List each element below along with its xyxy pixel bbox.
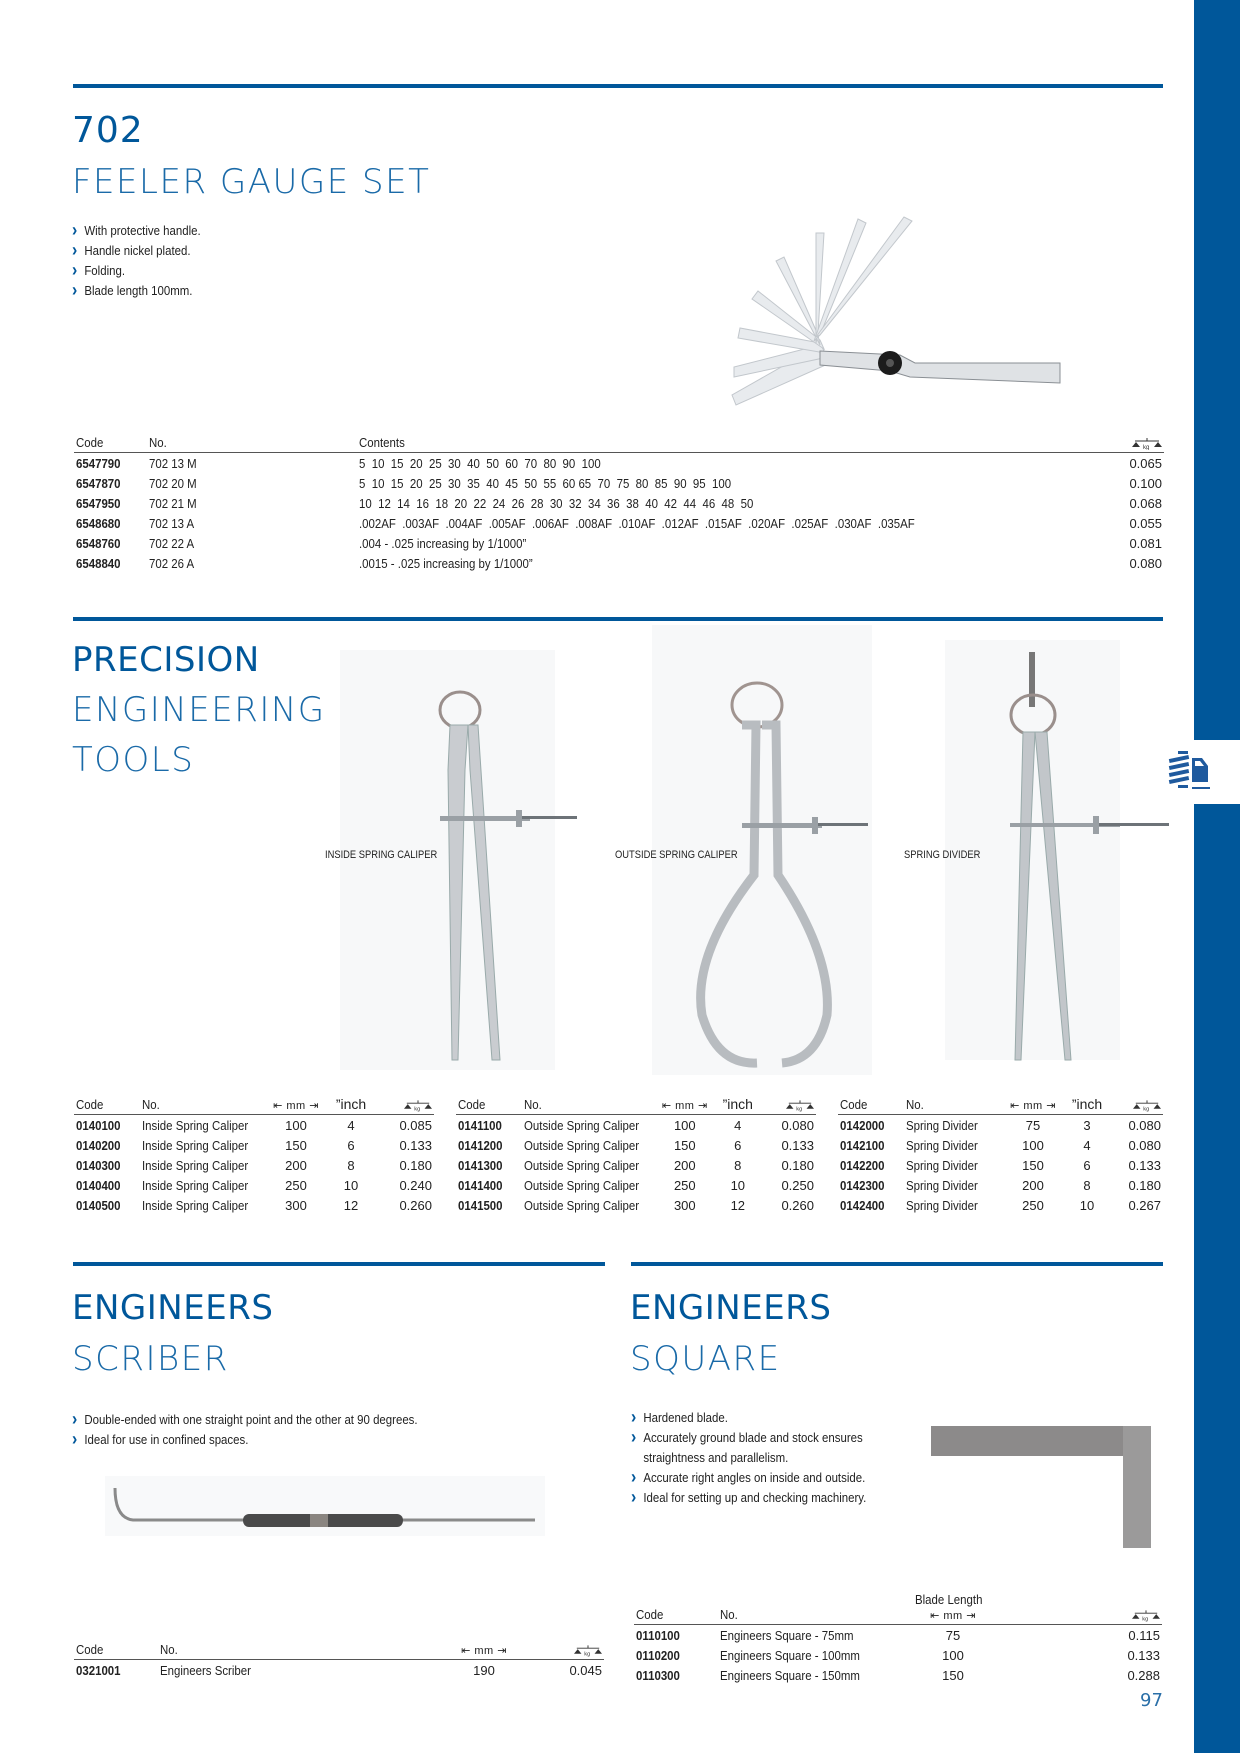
page-number: 97 xyxy=(1140,1690,1163,1711)
feature-item: › With protective handle. xyxy=(72,221,201,241)
table-row: 6548680 702 13 A .002AF .003AF .004AF .005AF .006AF .008AF .010AF .012AF .015AF .020AF .025AF .030AF .035AF 0.055 xyxy=(76,515,1162,531)
col-code: Code xyxy=(74,1635,158,1660)
weight-kg-icon xyxy=(1132,438,1162,450)
table-row: 0142400 Spring Divider 250 10 0.267 xyxy=(840,1197,1161,1213)
inside-caliper-table xyxy=(74,1090,434,1215)
col-weight xyxy=(524,1635,604,1660)
col-contents: Contents xyxy=(357,428,1084,453)
feature-item: › Handle nickel plated. xyxy=(72,241,201,261)
col-no: No. xyxy=(147,428,357,453)
table-row: 0142000 Spring Divider 75 3 0.080 xyxy=(840,1117,1161,1133)
table-row: 0140100 Inside Spring Caliper 100 4 0.085 xyxy=(76,1117,432,1133)
feature-item: › Folding. xyxy=(72,261,201,281)
section-title-bold: ENGINEERS xyxy=(72,1288,274,1328)
sidebar-band xyxy=(1194,0,1240,1753)
spring-divider-table xyxy=(838,1090,1163,1215)
table-row: 0142300 Spring Divider 200 8 0.180 xyxy=(840,1177,1161,1193)
scriber-table xyxy=(74,1635,604,1680)
col-mm: ⇤ mm ⇥ xyxy=(1004,1090,1062,1115)
weight-kg-icon xyxy=(1132,1610,1160,1622)
feature-list xyxy=(72,1410,465,1450)
table-row: 0141400 Outside Spring Caliper 250 10 0.250 xyxy=(458,1177,814,1193)
section-title-light: ENGINEERING xyxy=(72,690,326,730)
feature-item: › Double-ended with one straight point and the other at 90 degrees. xyxy=(72,1410,418,1430)
section-rule xyxy=(73,617,1163,621)
section-title-bold: PRECISION xyxy=(72,640,260,680)
engineers-scriber-image xyxy=(105,1476,545,1536)
feeler-spec-table xyxy=(74,428,1164,573)
table-row: 6548760 702 22 A .004 - .025 increasing by 1/1000” 0.081 xyxy=(76,535,1162,551)
section-title-light: SQUARE xyxy=(630,1339,781,1379)
col-code: Code xyxy=(74,1090,140,1115)
weight-kg-icon xyxy=(786,1100,814,1112)
image-caption: OUTSIDE SPRING CALIPER xyxy=(615,849,738,861)
image-caption: SPRING DIVIDER xyxy=(904,849,981,861)
feeler-gauge-image xyxy=(720,205,1080,420)
outside-caliper-table xyxy=(456,1090,816,1215)
col-weight xyxy=(1018,1592,1162,1625)
svg-text:kg: kg xyxy=(1143,1106,1150,1112)
section-title-light: TOOLS xyxy=(72,740,195,780)
table-row: 0140300 Inside Spring Caliper 200 8 0.180 xyxy=(76,1157,432,1173)
table-row: 0140400 Inside Spring Caliper 250 10 0.240 xyxy=(76,1177,432,1193)
feature-item: › Accurately ground blade and stock ensures straightness and parallelism. xyxy=(631,1428,881,1468)
col-blade-length: Blade Length ⇤ mm ⇥ xyxy=(888,1592,1018,1625)
col-inch: ”inch xyxy=(326,1090,376,1115)
col-weight xyxy=(763,1090,816,1115)
weight-kg-icon xyxy=(1133,1100,1161,1112)
col-weight xyxy=(1112,1090,1163,1115)
image-caption: INSIDE SPRING CALIPER xyxy=(325,849,438,861)
table-row: 0141500 Outside Spring Caliper 300 12 0.260 xyxy=(458,1197,814,1213)
col-inch: ”inch xyxy=(1062,1090,1112,1115)
svg-text:kg: kg xyxy=(1143,445,1150,450)
weight-kg-icon xyxy=(404,1100,432,1112)
table-row: 0110300 Engineers Square - 150mm 150 0.288 xyxy=(636,1667,1160,1683)
feature-item: › Ideal for setting up and checking machinery. xyxy=(631,1488,869,1508)
svg-text:kg: kg xyxy=(584,1651,591,1657)
section-rule xyxy=(631,1262,1163,1266)
table-row: 6548840 702 26 A .0015 - .025 increasing by 1/1000” 0.080 xyxy=(76,555,1162,571)
feature-list xyxy=(631,1408,901,1508)
col-code: Code xyxy=(634,1592,718,1625)
section-rule xyxy=(73,1262,605,1266)
table-row: 0110200 Engineers Square - 100mm 100 0.133 xyxy=(636,1647,1160,1663)
table-row: 0141100 Outside Spring Caliper 100 4 0.080 xyxy=(458,1117,814,1133)
product-title: FEELER GAUGE SET xyxy=(72,162,431,202)
col-no: No. xyxy=(718,1592,888,1625)
table-row: 0142100 Spring Divider 100 4 0.080 xyxy=(840,1137,1161,1153)
feature-item: › Blade length 100mm. xyxy=(72,281,201,301)
table-row: 0141300 Outside Spring Caliper 200 8 0.180 xyxy=(458,1157,814,1173)
section-title-light: SCRIBER xyxy=(72,1339,229,1379)
weight-kg-icon xyxy=(574,1645,602,1657)
svg-text:kg: kg xyxy=(414,1106,421,1112)
col-no: No. xyxy=(522,1090,657,1115)
product-number: 702 xyxy=(72,110,144,151)
square-table xyxy=(634,1592,1162,1685)
col-no: No. xyxy=(140,1090,266,1115)
col-inch: ”inch xyxy=(713,1090,763,1115)
section-tab[interactable] xyxy=(1160,740,1240,804)
col-no: No. xyxy=(158,1635,444,1660)
col-weight xyxy=(1084,428,1164,453)
svg-text:kg: kg xyxy=(796,1106,803,1112)
col-code: Code xyxy=(838,1090,904,1115)
engineers-square-image xyxy=(925,1418,1160,1553)
feature-item: › Accurate right angles on inside and outside. xyxy=(631,1468,869,1488)
col-mm: ⇤ mm ⇥ xyxy=(266,1090,326,1115)
table-row: 6547790 702 13 M 5 10 15 20 25 30 40 50 60 70 80 90 100 0.065 xyxy=(76,455,1162,471)
table-row: 0141200 Outside Spring Caliper 150 6 0.133 xyxy=(458,1137,814,1153)
table-row: 6547870 702 20 M 5 10 15 20 25 30 35 40 45 50 55 60 65 70 75 80 85 90 95 100 0.100 xyxy=(76,475,1162,491)
table-row: 0140500 Inside Spring Caliper 300 12 0.260 xyxy=(76,1197,432,1213)
feature-item: › Hardened blade. xyxy=(631,1408,869,1428)
section-title-bold: ENGINEERS xyxy=(630,1288,832,1328)
col-no: No. xyxy=(904,1090,1004,1115)
feature-list xyxy=(72,221,218,301)
svg-text:kg: kg xyxy=(1142,1616,1149,1622)
col-mm: ⇤ mm ⇥ xyxy=(444,1635,524,1660)
table-row: 6547950 702 21 M 10 12 14 16 18 20 22 24 26 28 30 32 34 36 38 40 42 44 46 48 50 0.068 xyxy=(76,495,1162,511)
table-row: 0142200 Spring Divider 150 6 0.133 xyxy=(840,1157,1161,1173)
table-row: 0140200 Inside Spring Caliper 150 6 0.133 xyxy=(76,1137,432,1153)
section-rule xyxy=(73,84,1163,88)
col-code: Code xyxy=(74,428,147,453)
col-mm: ⇤ mm ⇥ xyxy=(657,1090,713,1115)
feature-item: › Ideal for use in confined spaces. xyxy=(72,1430,418,1450)
col-weight xyxy=(376,1090,434,1115)
automotive-spring-car-icon xyxy=(1166,748,1216,792)
col-code: Code xyxy=(456,1090,522,1115)
table-row: 0321001 Engineers Scriber 190 0.045 xyxy=(76,1662,602,1678)
table-row: 0110100 Engineers Square - 75mm 75 0.115 xyxy=(636,1627,1160,1643)
